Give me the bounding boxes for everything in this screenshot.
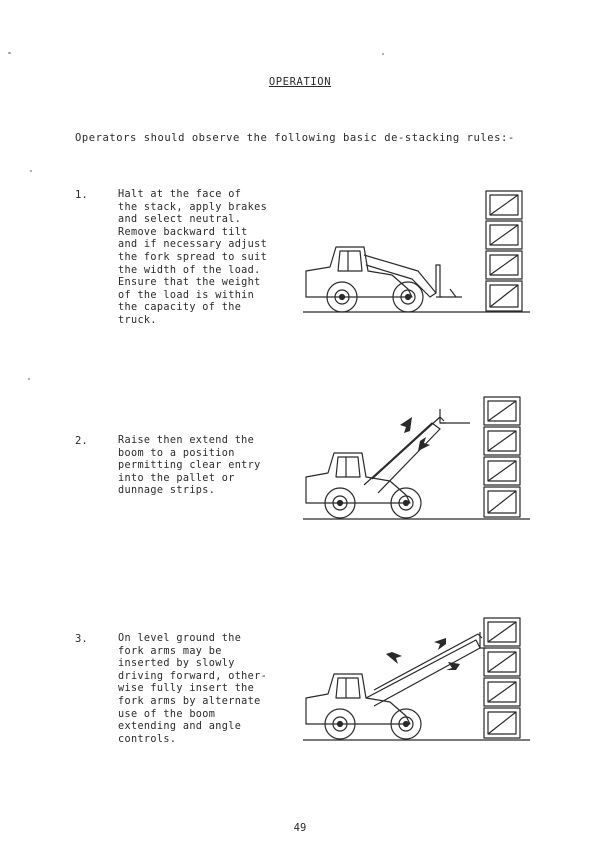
step-2-illustration — [300, 395, 540, 525]
crate-stack — [486, 191, 522, 311]
step-3-illustration — [300, 612, 540, 747]
step-3-text: On level ground the fork arms may be inserted by slowly driving forward, other- wise fully insert the fork arms by alternate use of the boom extending and angle controls. — [118, 633, 268, 745]
step-1-number: 1. — [75, 189, 88, 201]
crate-stack — [484, 397, 520, 517]
telehandler — [306, 409, 470, 518]
step-3-number: 3. — [75, 633, 88, 645]
step-1-illustration — [300, 185, 540, 320]
page-heading: OPERATION — [268, 76, 332, 88]
crate-stack — [484, 618, 520, 738]
scan-speck — [28, 378, 30, 380]
page-number: 49 — [293, 822, 307, 834]
step-1-text: Halt at the face of the stack, apply brakes and select neutral. Remove backward tilt and if necessary adjust the fork spread to suit the width of the load. Ensure that the weight of the load is within the capacity of the truck. — [118, 189, 268, 326]
step-2-text: Raise then extend the boom to a position permitting clear entry into the pallet or dunnage strips. — [118, 435, 261, 497]
intro-text: Operators should observe the following basic de-stacking rules:- — [75, 132, 515, 144]
scan-speck — [8, 52, 11, 54]
telehandler — [306, 632, 486, 739]
arrow-icons — [400, 417, 430, 451]
scan-speck — [30, 170, 32, 172]
telehandler — [306, 247, 462, 312]
scan-speck — [382, 53, 384, 55]
step-2-number: 2. — [75, 435, 88, 447]
